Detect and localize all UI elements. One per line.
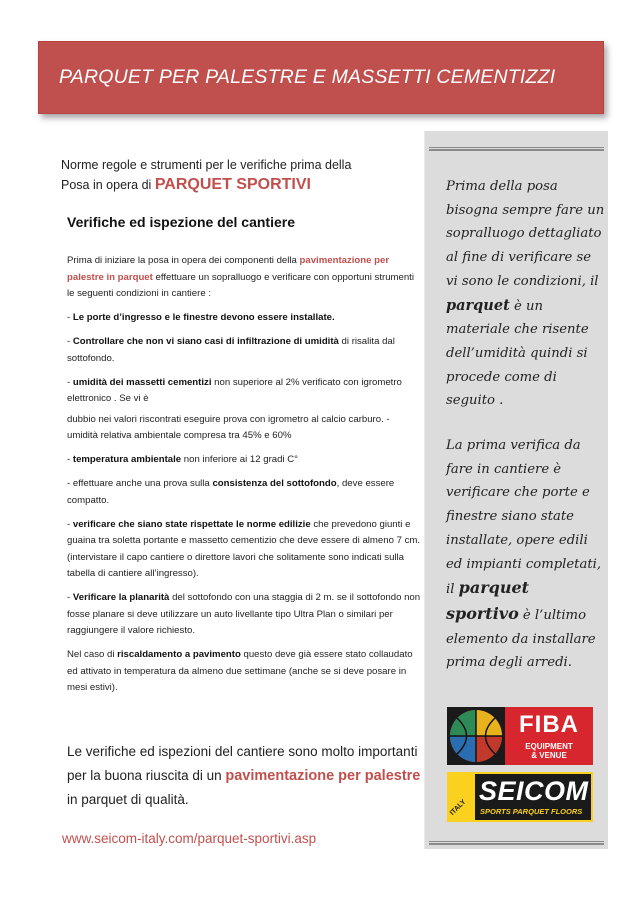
sidebar-block-1 xyxy=(446,175,606,413)
closing-highlight: pavimentazione per palestre xyxy=(225,768,421,784)
sidebar-top-rule xyxy=(429,147,604,151)
paragraph-10 xyxy=(67,647,423,697)
paragraph-2-dash: - xyxy=(67,312,73,323)
sidebar-block-2 xyxy=(446,434,606,675)
paragraph-8-text: che prevedono giunti e guaina tra soletta portante e massetto cementizio che deve essere di almeno 7 cm. (intervistare il capo cantiere o direttore lavori che solitamente sono indicati sulla tabella di cantiere all’ingresso). xyxy=(67,518,421,579)
paragraph-2-bold: Le porte d’ingresso e le finestre devono essere installate. xyxy=(72,312,335,323)
paragraph-10-text-b: questo deve già essere stato collaudato ed attivato in temperatura da almeno due settimane (anche se si deve posare in mesi estivi). xyxy=(67,649,413,693)
basketball-globe-logo xyxy=(447,707,505,765)
paragraph-7-text-b: , deve essere compatto. xyxy=(67,478,395,506)
paragraph-1-text-a: Prima di iniziare la posa in opera dei componenti della xyxy=(67,255,300,266)
paragraph-9 xyxy=(67,590,423,640)
closing-paragraph xyxy=(67,740,423,812)
sidebar-block-2-bold: parquet sportivo xyxy=(446,578,530,623)
paragraph-6-dash: - xyxy=(67,454,73,465)
paragraph-1-highlight: pavimentazione per palestre in parquet xyxy=(67,255,390,283)
paragraph-10-text-a: Nel caso di xyxy=(67,649,118,660)
paragraph-6-bold: temperatura ambientale xyxy=(72,454,182,465)
paragraph-1-text-b: effettuare un sopralluogo e verificare con opportuni strumenti le seguenti condizioni in cantiere : xyxy=(67,271,414,299)
paragraph-4 xyxy=(67,375,423,408)
section-header xyxy=(67,214,423,230)
website-link[interactable]: www.seicom-italy.com/parquet-sportivi.asp xyxy=(62,831,317,846)
fiba-line-2: & VENUE xyxy=(531,751,567,760)
closing-text-a: Le verifiche ed ispezioni del cantiere sono molto importanti per la buona riuscita di un xyxy=(67,744,418,783)
paragraph-5: dubbio nei valori riscontrati eseguire prova con igrometro al calcio carburo. - umidità relativa ambientale compresa tra 45% e 60% xyxy=(67,413,390,441)
paragraph-7 xyxy=(67,476,423,509)
italy-badge: ITALY xyxy=(449,798,468,817)
paragraph-7-bold: consistenza del sottofondo xyxy=(212,478,337,489)
page-title: PARQUET PER PALESTRE E MASSETTI CEMENTIZZI xyxy=(59,66,556,88)
paragraph-8 xyxy=(67,517,423,583)
paragraph-2 xyxy=(67,310,423,327)
seicom-name: SEICOM xyxy=(479,776,589,806)
sidebar-block-2-text-b: è l’ultimo elemento da installare prima degli arredi. xyxy=(446,607,596,671)
checklist-body xyxy=(67,253,423,704)
section-title: Verifiche ed ispezione del cantiere xyxy=(67,214,295,230)
paragraph-7-text-a: - effettuare anche una prova sulla xyxy=(67,478,213,489)
paragraph-4-text: non superiore al 2% verificato con igrometro elettronico . Se vi è xyxy=(67,376,402,404)
intro-line-2-prefix: Posa in opera di xyxy=(61,178,155,192)
paragraph-3-text: di risalita dal sottofondo. xyxy=(67,336,395,364)
title-banner xyxy=(38,41,604,114)
paragraph-3-bold: Controllare che non vi siano casi di infiltrazione di umidità xyxy=(72,336,339,347)
paragraph-4-bold: umidità dei massetti cementizi xyxy=(72,376,212,388)
paragraph-3 xyxy=(67,334,423,367)
paragraph-6-text: non inferiore ai 12 gradi C° xyxy=(181,454,299,465)
intro-line-1: Norme regole e strumenti per le verifiche prima della xyxy=(61,158,352,172)
intro-text xyxy=(61,155,423,195)
logo-area xyxy=(447,707,597,842)
seicom-tagline: SPORTS PARQUET FLOORS xyxy=(480,807,583,816)
sidebar-block-1-text-b: è un materiale che risente dell’umidità quindi si procede come di seguito . xyxy=(446,298,589,409)
fiba-logo xyxy=(505,707,593,765)
sidebar-block-1-text-a: Prima della posa bisogna sempre fare un sopralluogo dettagliato al fine di verificare se vi sono le condizioni, il xyxy=(446,179,605,289)
seicom-logo-inner xyxy=(475,774,591,820)
paragraph-10-bold: riscaldamento a pavimento xyxy=(117,649,241,660)
intro-block xyxy=(61,155,423,195)
seicom-logo xyxy=(447,772,593,822)
sidebar-block-1-bold: parquet xyxy=(446,296,510,314)
paragraph-9-bold: Verificare la planarità xyxy=(72,592,170,603)
paragraph-9-text: del sottofondo con una staggia di 2 m. se il sottofondo non fosse planare si deve utilizzare un auto livellante tipo Ultra Plan o similari per raggiungere il valore richiesto. xyxy=(67,592,421,636)
closing-text-b: in parquet di qualità. xyxy=(67,792,189,807)
intro-emphasis: PARQUET SPORTIVI xyxy=(154,176,311,193)
paragraph-1 xyxy=(67,253,423,303)
paragraph-4-dash: - xyxy=(67,376,73,388)
paragraph-8-dash: - xyxy=(67,518,73,530)
fiba-name: FIBA xyxy=(519,711,579,738)
paragraph-8-bold: verificare che siano state rispettate le norme edilizie xyxy=(72,518,311,530)
paragraph-3-dash: - xyxy=(67,336,73,347)
paragraph-9-dash: - xyxy=(67,592,73,603)
fiba-subtitle xyxy=(505,742,593,760)
sidebar-block-2-text-a: La prima verifica da fare in cantiere è verificare che porte e finestre siano state installate, opere edili ed impianti completati, il xyxy=(446,438,602,598)
paragraph-6 xyxy=(67,452,423,469)
fiba-line-1: EQUIPMENT xyxy=(525,742,573,751)
